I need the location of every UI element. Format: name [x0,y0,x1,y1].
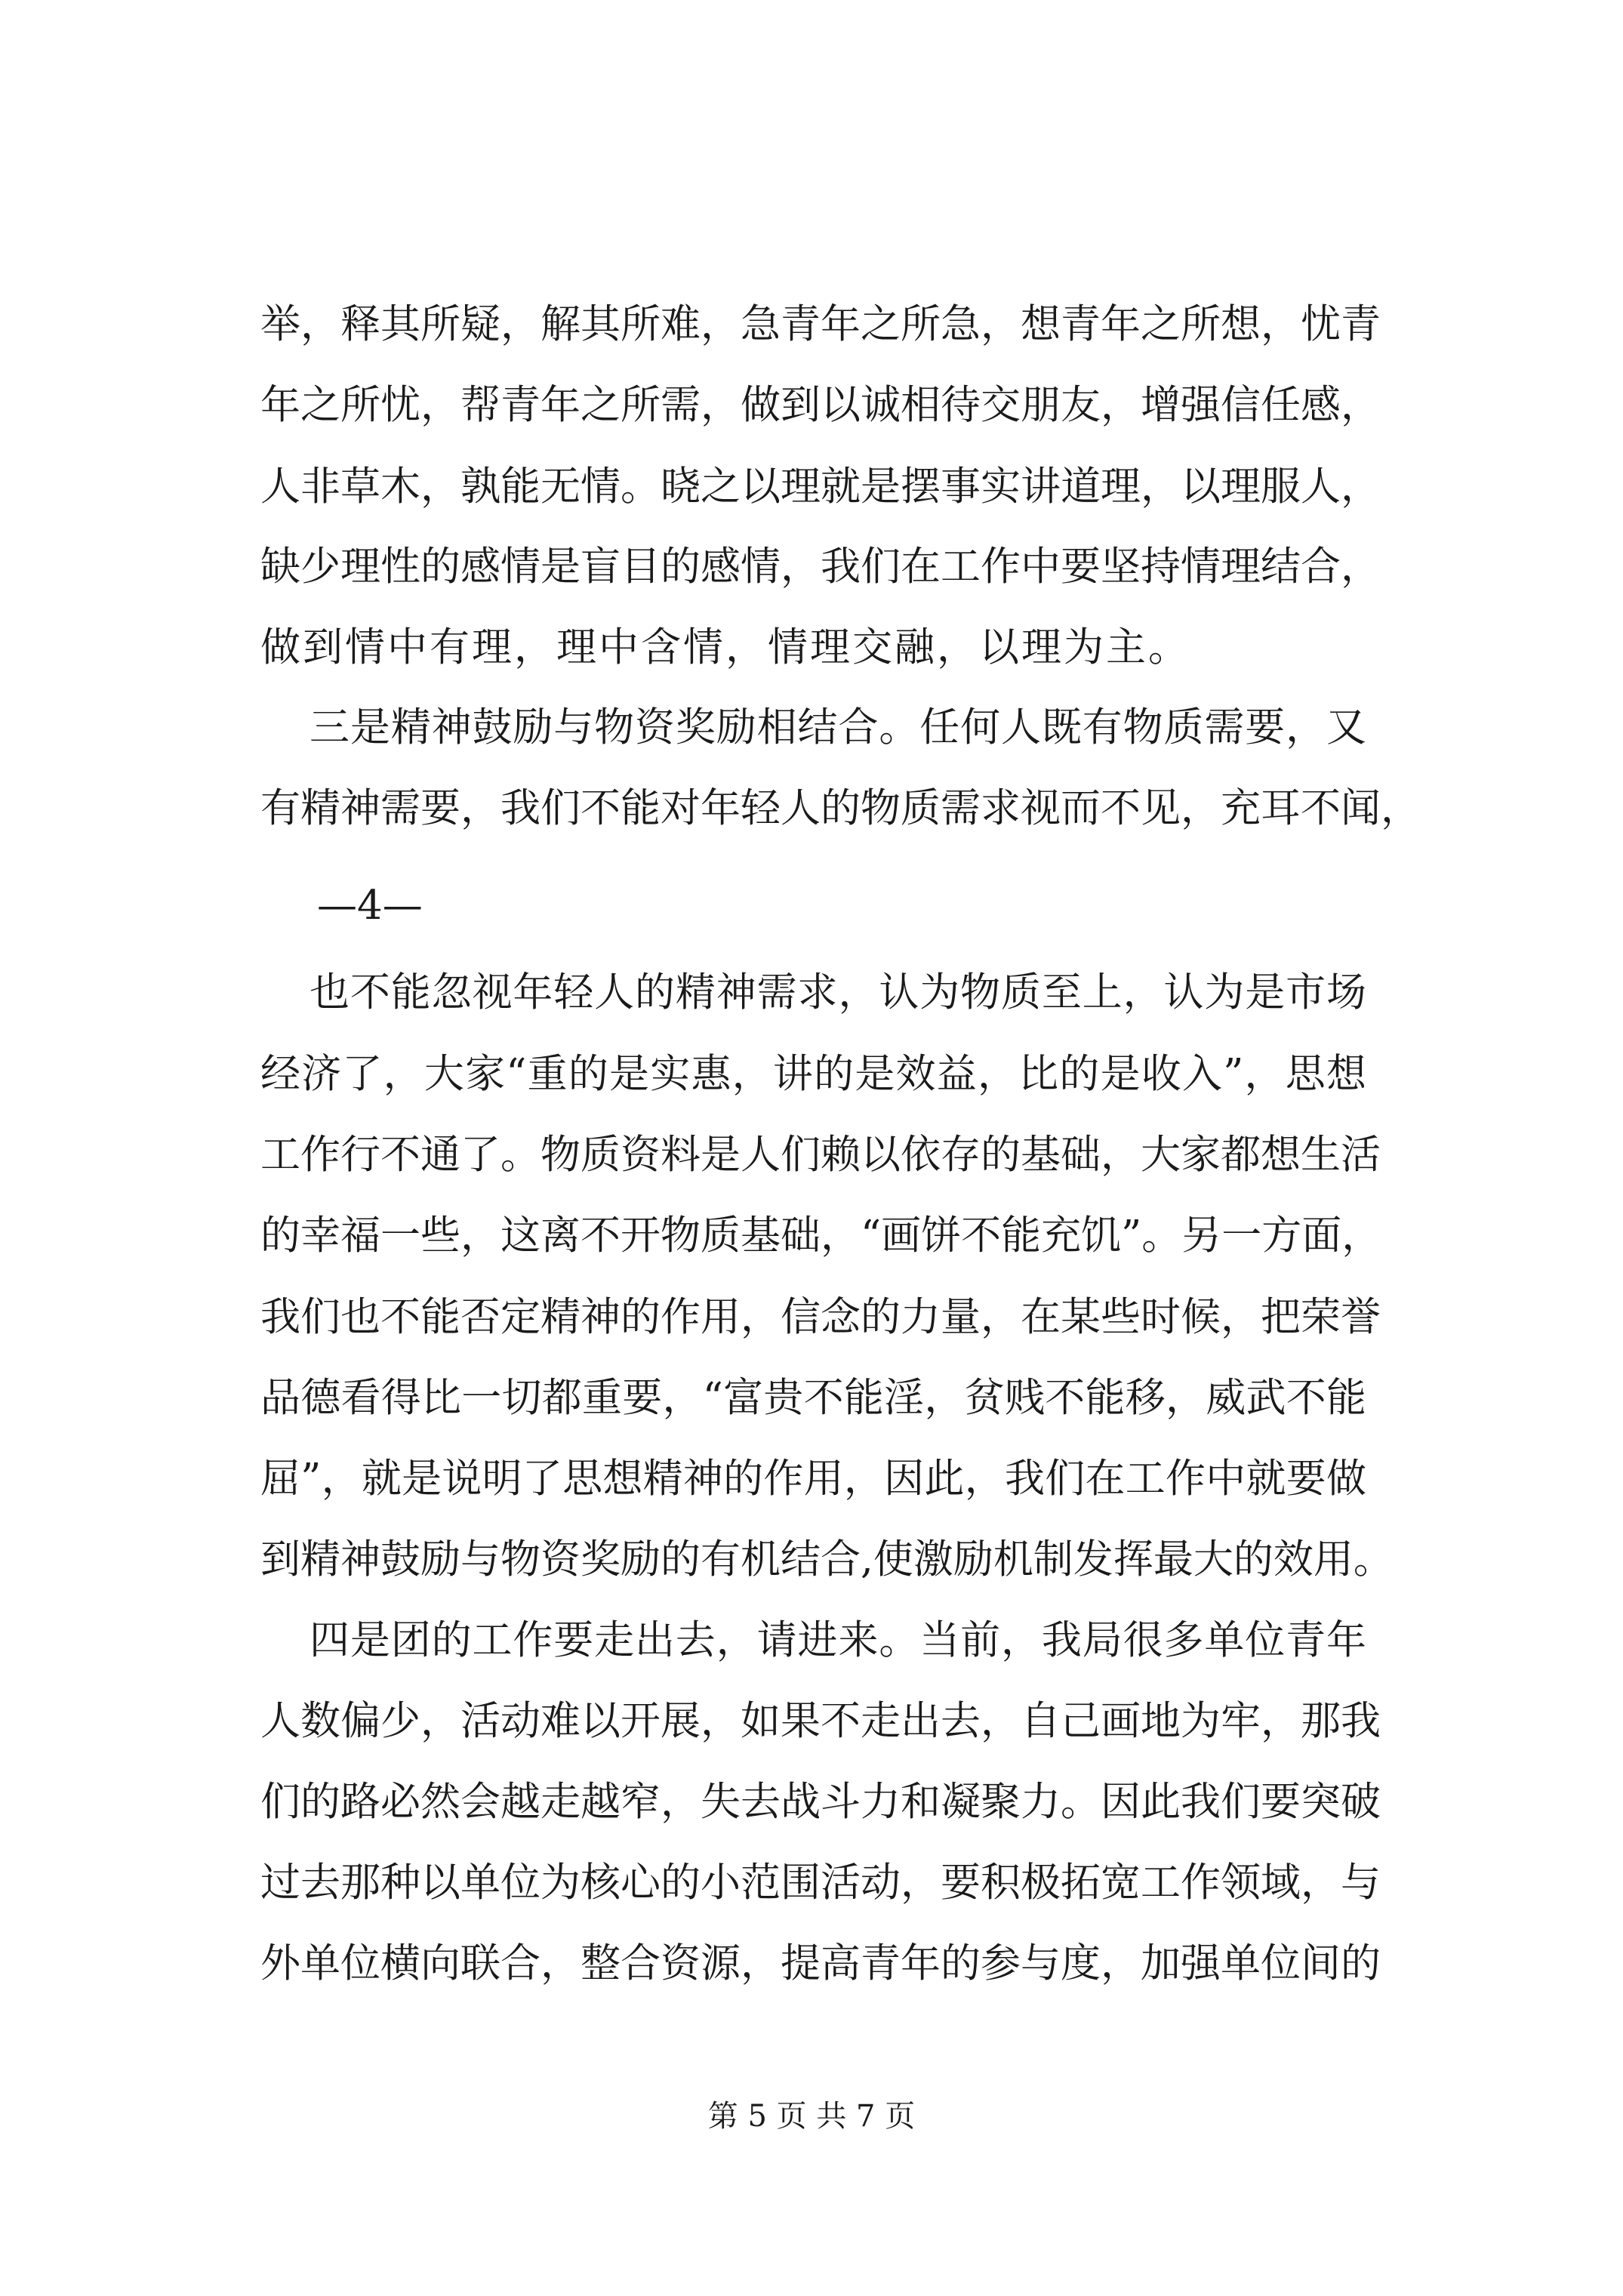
inner-page-marker: —4— [317,883,423,929]
text-line: 的幸福一些，这离不开物质基础，“画饼不能充饥”。另一方面， [260,1213,1382,1259]
text-line: 举，释其所疑，解其所难，急青年之所急，想青年之所想，忧青 [260,301,1381,347]
text-line: 工作行不通了。物质资料是人们赖以依存的基础，大家都想生活 [260,1132,1381,1178]
paragraph-start-line: 四是团的工作要走出去，请进来。当前，我局很多单位青年 [310,1617,1366,1663]
text-line: 屈”，就是说明了思想精神的作用，因此，我们在工作中就要做 [260,1456,1366,1502]
text-line: 过去那种以单位为核心的小范围活动，要积极拓宽工作领域，与 [260,1860,1381,1906]
text-line: 年之所忧，帮青年之所需，做到以诚相待交朋友，增强信任感， [260,382,1381,428]
text-line: 做到情中有理，理中含情，情理交融，以理为主。 [260,624,1190,670]
text-line: 也不能忽视年轻人的精神需求，认为物质至上，认为是市场 [310,969,1366,1015]
text-line: 人数偏少，活动难以开展，如果不走出去，自己画地为牢，那我 [260,1698,1381,1744]
text-line: 我们也不能否定精神的作用，信念的力量，在某些时候，把荣誉 [260,1294,1381,1340]
text-line: 缺少理性的感情是盲目的感情，我们在工作中要坚持情理结合， [260,544,1381,590]
text-line: 有精神需要，我们不能对年轻人的物质需求视而不见，充耳不闻， [260,785,1421,831]
text-line: 到精神鼓励与物资奖励的有机结合,使激励机制发挥最大的效用。 [260,1536,1394,1583]
text-line: 外单位横向联合，整合资源，提高青年的参与度，加强单位间的 [260,1940,1381,1986]
text-line: 们的路必然会越走越窄，失去战斗力和凝聚力。因此我们要突破 [260,1779,1381,1825]
page-footer: 第 5 页 共 7 页 [707,2099,916,2134]
text-line: 经济了，大家“重的是实惠，讲的是效益，比的是收入”，思想 [260,1051,1366,1097]
text-line: 人非草木，孰能无情。晓之以理就是摆事实讲道理，以理服人， [260,464,1381,510]
paragraph-start-line: 三是精神鼓励与物资奖励相结合。任何人既有物质需要，又 [310,704,1366,750]
text-line: 品德看得比一切都重要，“富贵不能淫，贫贱不能移，威武不能 [260,1375,1366,1421]
